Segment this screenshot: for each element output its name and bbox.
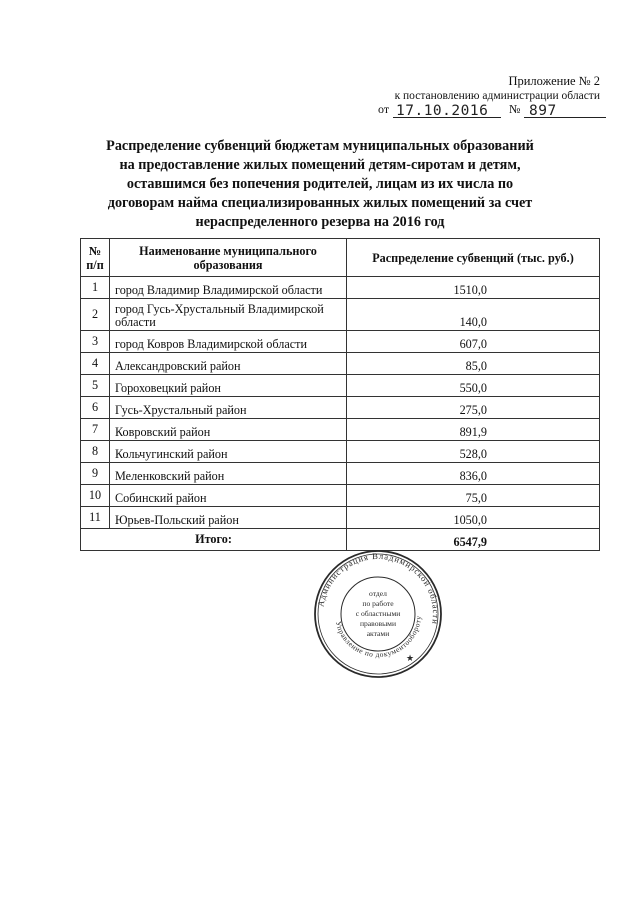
- stamp-center-line: по работе: [362, 599, 394, 608]
- row-name: Меленковский район: [110, 463, 347, 485]
- table-row: [81, 507, 600, 529]
- number-value: 897: [529, 103, 557, 119]
- table-row: [81, 419, 600, 441]
- stamp-center-line: актами: [366, 629, 390, 638]
- number-prefix: №: [509, 102, 521, 116]
- number-underline: [524, 117, 606, 118]
- row-amount: 891,9: [347, 419, 600, 441]
- total-value: 6547,9: [347, 529, 600, 551]
- table-row: [81, 353, 600, 375]
- row-amount: 140,0: [347, 299, 600, 331]
- row-name: Юрьев-Польский район: [110, 507, 347, 529]
- row-name: город Ковров Владимирской области: [110, 331, 347, 353]
- row-num: 1: [81, 277, 110, 299]
- table-row: [81, 463, 600, 485]
- stamp-center-line: отдел: [369, 589, 387, 598]
- date-value: 17.10.2016: [396, 103, 489, 119]
- row-name: Гусь-Хрустальный район: [110, 397, 347, 419]
- header-num: № п/п: [81, 239, 110, 277]
- row-amount: 528,0: [347, 441, 600, 463]
- row-num: 3: [81, 331, 110, 353]
- date-underline: [393, 117, 501, 118]
- row-name: Собинский район: [110, 485, 347, 507]
- row-num: 6: [81, 397, 110, 419]
- table-row: [81, 375, 600, 397]
- document-title: Распределение субвенций бюджетам муниципальных образований на предоставление жилых помещений детям-сиротам и детям, оставшимся без попечения родителей, лицам из их числа по договорам найма специализированных жилых помещений за счет нераспределенного резерва на 2016 год: [106, 138, 534, 230]
- registration-line: [378, 100, 606, 120]
- row-name: Гороховецкий район: [110, 375, 347, 397]
- table-total-row: [81, 529, 600, 551]
- row-name: Ковровский район: [110, 419, 347, 441]
- date-prefix: от: [378, 102, 390, 116]
- row-amount: 836,0: [347, 463, 600, 485]
- stamp-star-icon: ★: [406, 654, 415, 664]
- row-amount: 550,0: [347, 375, 600, 397]
- row-name: Кольчугинский район: [110, 441, 347, 463]
- row-name: Александровский район: [110, 353, 347, 375]
- header-name: Наименование муниципального образования: [110, 239, 347, 277]
- row-num: 4: [81, 353, 110, 375]
- table-header-row: [81, 239, 600, 277]
- table-row: [81, 441, 600, 463]
- row-amount: 1050,0: [347, 507, 600, 529]
- table-row: [81, 331, 600, 353]
- row-name: город Владимир Владимирской области: [110, 277, 347, 299]
- row-amount: 1510,0: [347, 277, 600, 299]
- appendix-subtitle: к постановлению администрации области: [394, 90, 600, 102]
- row-num: 8: [81, 441, 110, 463]
- header-amount: Распределение субвенций (тыс. руб.): [347, 239, 600, 277]
- table-row: [81, 397, 600, 419]
- row-num: 9: [81, 463, 110, 485]
- row-num: 7: [81, 419, 110, 441]
- table-row: [81, 277, 600, 299]
- row-num: 5: [81, 375, 110, 397]
- row-amount: 75,0: [347, 485, 600, 507]
- subsidy-table: [80, 238, 600, 551]
- appendix-title: Приложение № 2: [508, 74, 600, 88]
- official-stamp: [313, 549, 443, 679]
- table-row: [81, 299, 600, 331]
- table-row: [81, 485, 600, 507]
- row-amount: 607,0: [347, 331, 600, 353]
- row-amount: 275,0: [347, 397, 600, 419]
- stamp-inner-ring-text: Управление по документообороту: [333, 614, 424, 660]
- row-num: 10: [81, 485, 110, 507]
- stamp-center-line: правовыми: [359, 619, 397, 628]
- row-num: 2: [81, 299, 110, 331]
- stamp-ring-text: Администрация Владимирской области: [315, 550, 442, 626]
- row-name: город Гусь-Хрустальный Владимирской области: [110, 299, 347, 331]
- row-amount: 85,0: [347, 353, 600, 375]
- row-num: 11: [81, 507, 110, 529]
- stamp-center-line: с областными: [355, 609, 401, 618]
- total-label: Итого:: [81, 529, 347, 551]
